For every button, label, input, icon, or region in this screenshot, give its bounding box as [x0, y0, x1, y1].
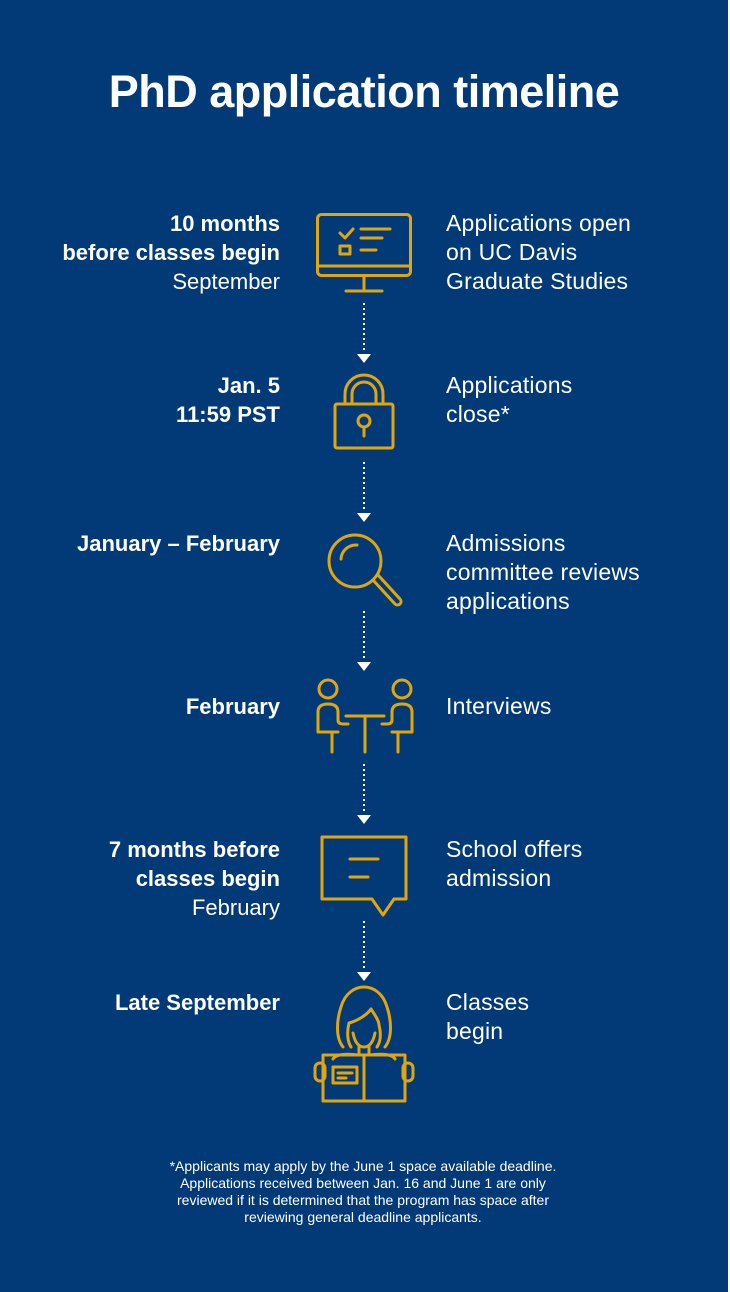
step-6-when-line-1: Late September — [114, 990, 280, 1015]
connector-arrow-1 — [356, 303, 372, 363]
step-5-event-line-1: School offers — [446, 836, 583, 862]
footnote-line-1: *Applicants may apply by the June 1 space available deadline. — [169, 1158, 557, 1174]
footnote-line-4: reviewing general deadline applicants. — [244, 1209, 482, 1225]
padlock-icon — [333, 374, 395, 450]
step-4-event-line-1: Interviews — [446, 693, 552, 719]
step-2-event-line-2: close* — [446, 401, 510, 427]
step-6-event — [446, 988, 716, 1046]
step-6-when — [0, 988, 280, 1017]
step-2-when-line-2: 11:59 PST — [176, 402, 280, 427]
step-2-when-line-1: Jan. 5 — [217, 373, 280, 398]
step-1-event — [446, 209, 716, 296]
computer-checklist-icon — [316, 213, 412, 295]
message-bubble-icon — [320, 835, 408, 919]
step-3-event-line-1: Admissions — [446, 530, 566, 556]
connector-arrow-4 — [356, 764, 372, 824]
step-5-when — [0, 835, 280, 922]
step-5-event-line-2: admission — [446, 865, 552, 891]
step-3-event-line-2: committee reviews — [446, 559, 640, 585]
step-2-event-line-1: Applications — [446, 372, 573, 398]
footnote-line-3: reviewed if it is determined that the program has space after — [177, 1192, 549, 1208]
step-5-when-month: February — [191, 895, 280, 920]
step-1-when-line-2: before classes begin — [62, 240, 280, 265]
page-title: PhD application timeline — [108, 66, 620, 117]
step-3-event-line-3: applications — [446, 588, 570, 614]
step-2-when — [0, 371, 280, 429]
connector-arrow-2 — [356, 462, 372, 522]
step-5-event — [446, 835, 716, 893]
step-1-event-line-3: Graduate Studies — [446, 268, 629, 294]
step-3-when-line-1: January – February — [77, 531, 280, 556]
magnifying-glass-icon — [327, 533, 403, 611]
student-reading-icon — [313, 985, 415, 1105]
step-1-when-month: September — [172, 269, 280, 294]
step-4-event — [446, 692, 716, 721]
step-3-when — [0, 529, 280, 558]
step-4-when — [0, 692, 280, 721]
step-3-event — [446, 529, 716, 616]
step-1-event-line-1: Applications open — [446, 210, 631, 236]
interview-table-icon — [314, 678, 416, 754]
footnote-line-2: Applications received between Jan. 16 and June 1 are only — [180, 1175, 546, 1191]
footnote — [90, 1158, 636, 1226]
step-5-when-line-1: 7 months before — [108, 837, 280, 862]
step-1-when-line-1: 10 months — [169, 211, 280, 236]
step-5-when-line-2: classes begin — [135, 866, 280, 891]
connector-arrow-3 — [356, 611, 372, 671]
step-4-when-line-1: February — [185, 694, 280, 719]
step-2-event — [446, 371, 716, 429]
step-6-event-line-1: Classes — [446, 989, 530, 1015]
step-6-event-line-2: begin — [446, 1018, 504, 1044]
step-1-when — [0, 209, 280, 296]
step-1-event-line-2: on UC Davis — [446, 239, 578, 265]
connector-arrow-5 — [356, 921, 372, 981]
